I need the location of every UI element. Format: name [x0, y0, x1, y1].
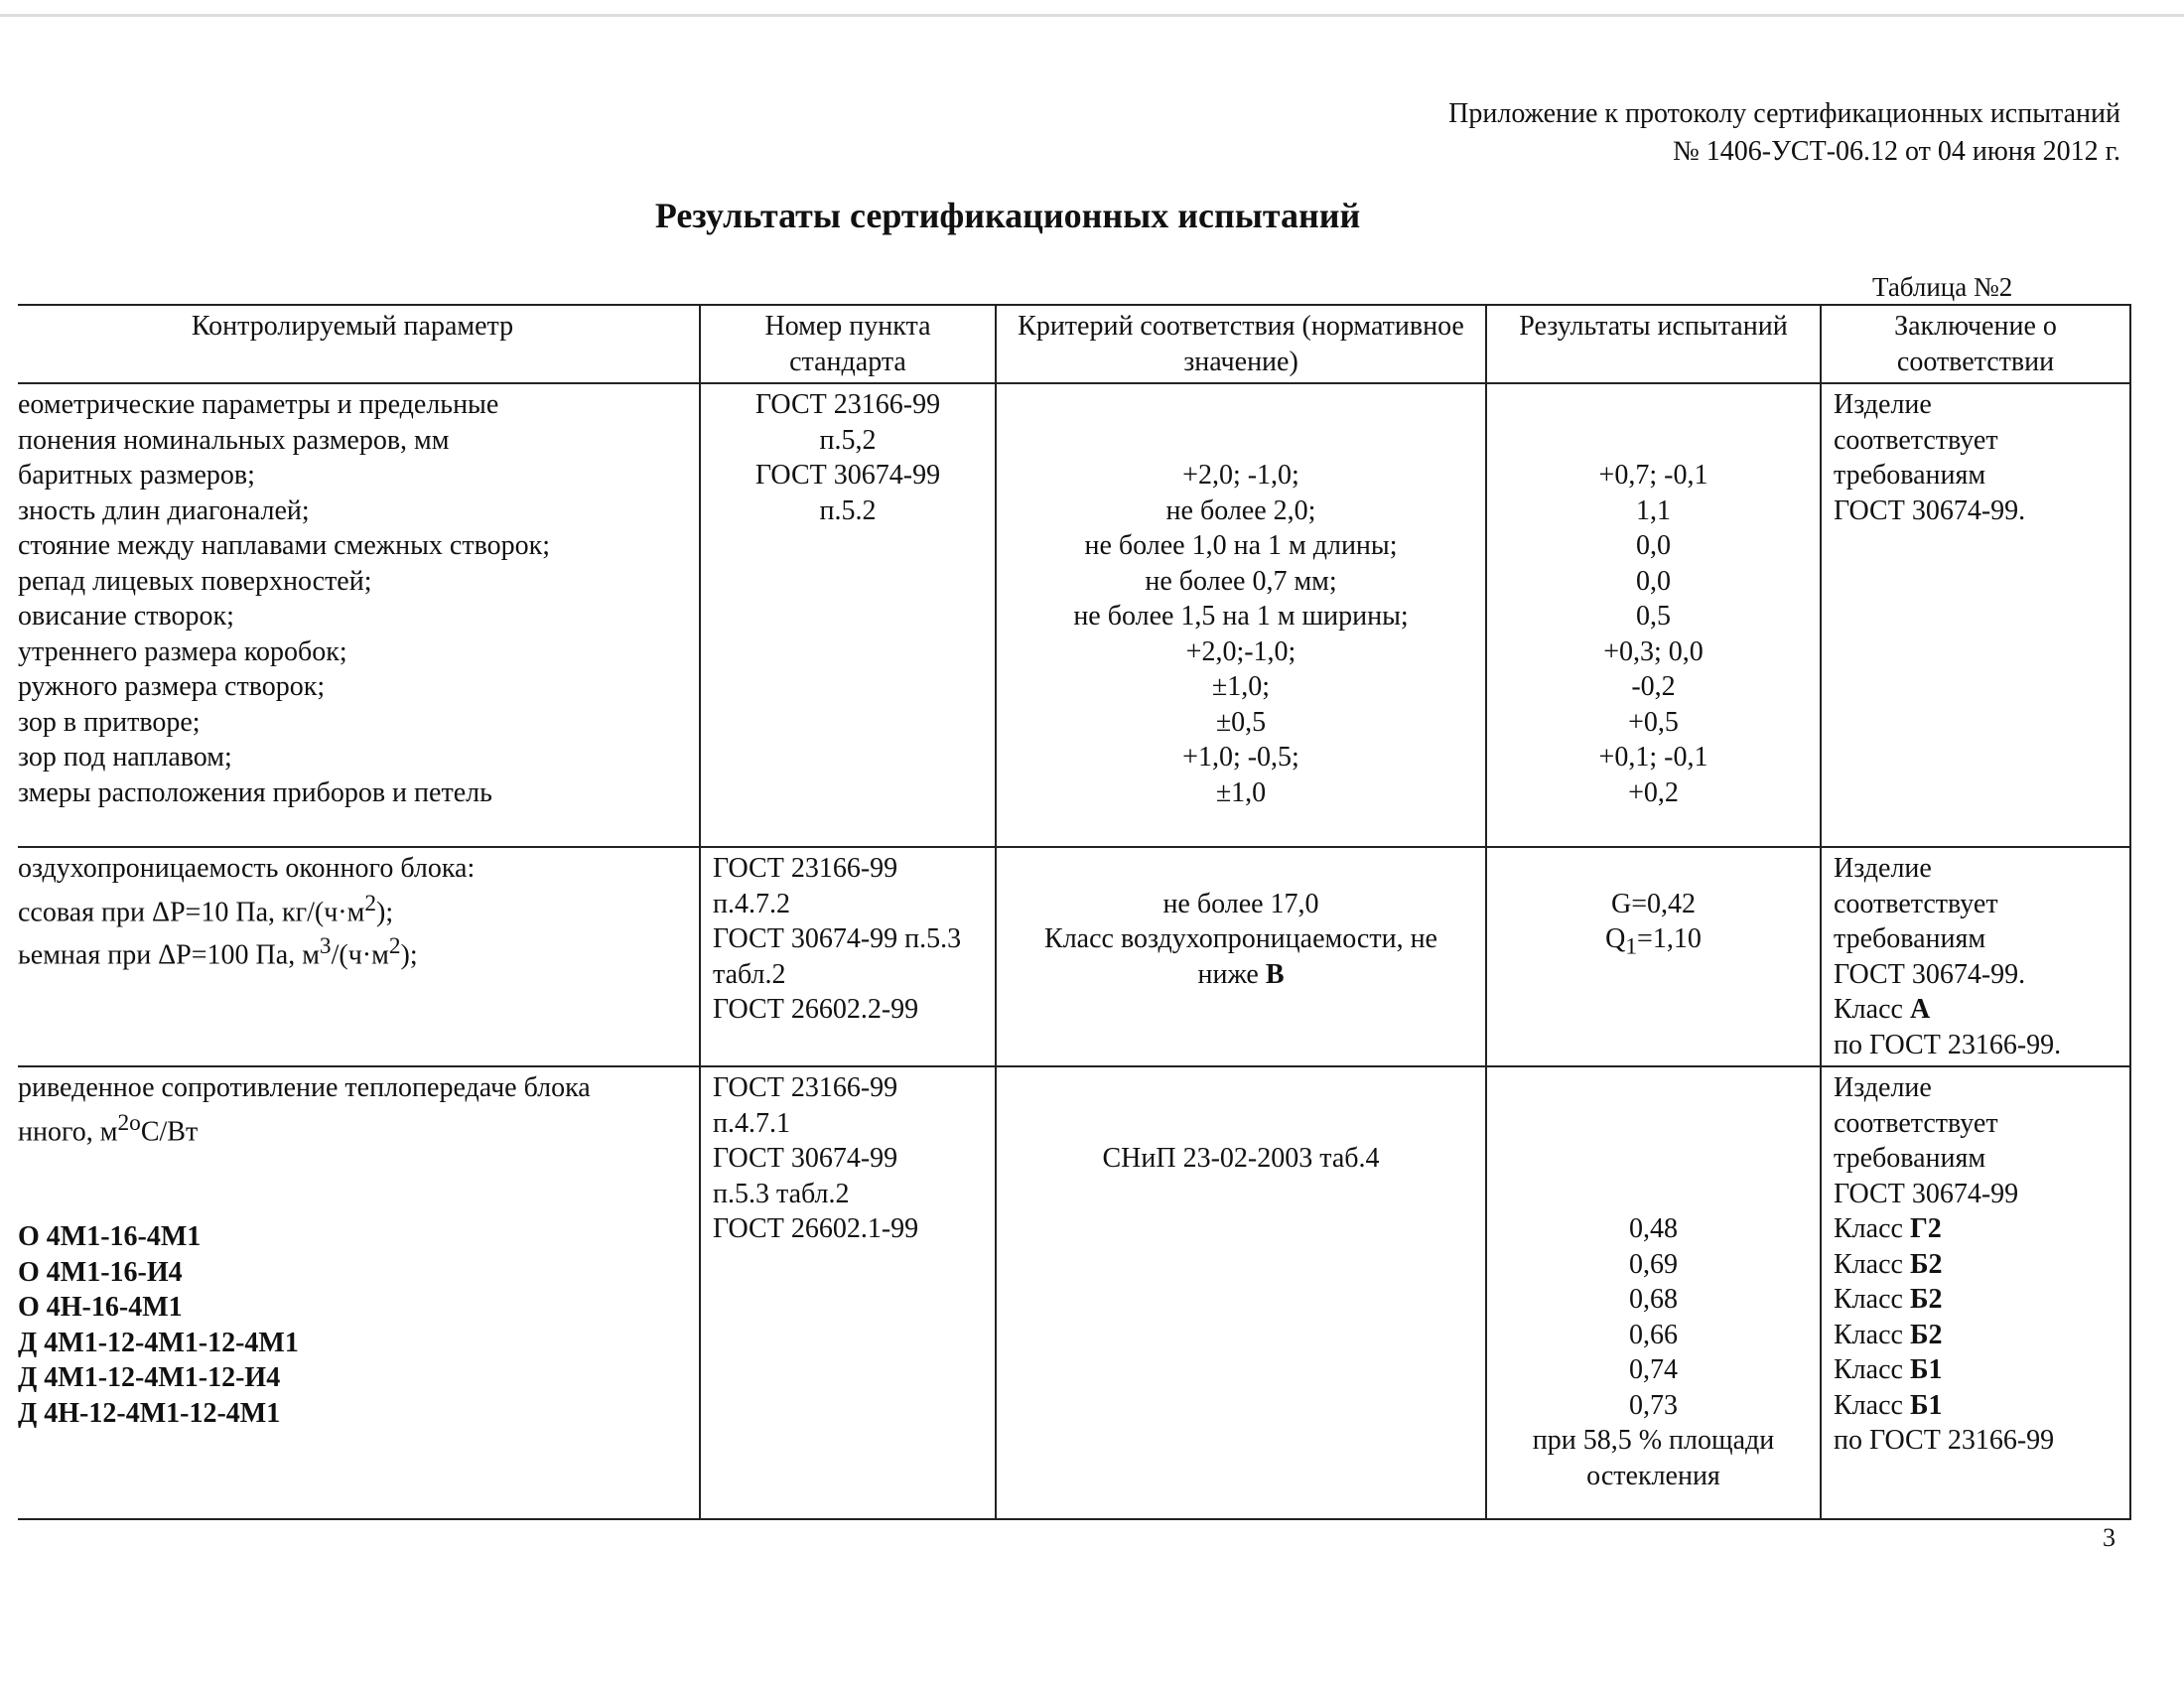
conclusion-line: требованиям: [1834, 460, 1986, 491]
result-line: 0,68: [1629, 1284, 1678, 1315]
standard-line: ГОСТ 26602.2-99: [713, 994, 919, 1025]
param-line: репад лицевых поверхностей;: [18, 565, 372, 597]
thermal-criteria: [996, 1066, 1486, 1519]
glazing-line: О 4М1-16-И4: [18, 1256, 183, 1288]
table-header-row: [18, 305, 2130, 383]
conclusion-line: по ГОСТ 23166-99: [1834, 1425, 2055, 1456]
protocol-line-2: № 1406-УСТ-06.12 от 04 июня 2012 г.: [1673, 136, 2120, 167]
result-line: 0,48: [1629, 1213, 1678, 1244]
conclusion-line: ГОСТ 30674-99.: [1834, 494, 2026, 526]
standard-line: ГОСТ 23166-99: [713, 1072, 898, 1103]
glazing-line: О 4М1-16-4М1: [18, 1221, 202, 1253]
header-criteria: Критерий соответствия (нормативное значение): [996, 305, 1486, 383]
air-criteria: [996, 847, 1486, 1066]
table-row: [18, 847, 2130, 1066]
param-line: понения номинальных размеров, мм: [18, 424, 450, 456]
param-line: зность длин диагоналей;: [18, 494, 310, 526]
criteria-line: не более 2,0;: [1165, 494, 1316, 526]
param-line: еометрические параметры и предельные: [18, 389, 499, 420]
standard-line: ГОСТ 30674-99: [713, 1143, 898, 1174]
standard-line: п.5,2: [819, 424, 877, 456]
result-line: +0,3; 0,0: [1603, 635, 1704, 667]
thermal-standards: [700, 1066, 996, 1519]
criteria-line: не более 1,5 на 1 м ширины;: [1073, 601, 1409, 632]
criteria-line: не более 1,0 на 1 м длины;: [1084, 530, 1398, 561]
result-line: -0,2: [1631, 671, 1676, 702]
conclusion-line: соответствует: [1834, 424, 1998, 456]
param-line-unit: нного, $м^{2о}С/Вт$: [18, 1109, 199, 1147]
conclusion-line: Изделие: [1834, 1072, 1932, 1103]
param-line: зор под наплавом;: [18, 742, 232, 773]
standard-line: ГОСТ 30674-99 п.5.3: [713, 923, 962, 954]
class-line: Класс Б2: [1834, 1319, 1943, 1350]
criteria-line: не более 0,7 мм;: [1145, 565, 1337, 597]
standard-line: табл.2: [713, 958, 786, 990]
standard-line: ГОСТ 26602.1-99: [713, 1213, 919, 1244]
results-table: [18, 304, 2131, 1520]
class-line: Класс Б1: [1834, 1389, 1943, 1421]
criteria-line: ±1,0: [1215, 776, 1267, 808]
param-line: риведенное сопротивление теплопередаче блока: [18, 1072, 591, 1103]
air-results: [1486, 847, 1821, 1066]
table-row: [18, 1066, 2130, 1519]
air-parameters: [18, 847, 700, 1066]
standard-line: п.5.3 табл.2: [713, 1178, 850, 1209]
protocol-line-1: Приложение к протоколу сертификационных испытаний: [1448, 98, 2120, 129]
result-line: +0,1; -0,1: [1598, 742, 1708, 773]
geometry-parameters: [18, 383, 700, 847]
result-note: остекления: [1586, 1460, 1720, 1491]
geometry-conclusion: [1821, 383, 2130, 847]
criteria-line: +2,0; -1,0;: [1182, 460, 1299, 491]
param-line: утреннего размера коробок;: [18, 635, 347, 667]
standard-line: п.4.7.2: [713, 888, 790, 919]
conclusion-line: соответствует: [1834, 1107, 1998, 1139]
page-title: Результаты сертификационных испытаний: [654, 196, 1361, 235]
conclusion-line: ГОСТ 30674-99: [1834, 1178, 2019, 1209]
page-number: 3: [2103, 1523, 2116, 1552]
conclusion-line: ГОСТ 30674-99.: [1834, 958, 2026, 990]
standard-line: ГОСТ 23166-99: [713, 853, 898, 884]
conclusion-class-line: Класс А: [1834, 994, 1931, 1025]
standard-line: ГОСТ 23166-99: [754, 389, 941, 420]
result-line: +0,2: [1628, 776, 1679, 808]
thermal-conclusion: [1821, 1066, 2130, 1519]
table-label: Таблица №2: [1872, 272, 2013, 302]
air-standards: [700, 847, 996, 1066]
param-line: овисание створок;: [18, 601, 234, 632]
criteria-line: не более 17,0: [1162, 888, 1319, 919]
glazing-line: Д 4М1-12-4М1-12-4М1: [18, 1327, 299, 1358]
criteria-class-line: ниже В: [1197, 958, 1285, 990]
result-q: $Q_1=1,10$: [1605, 923, 1702, 960]
geometry-standards: [700, 383, 996, 847]
result-line: 1,1: [1636, 494, 1671, 526]
conclusion-line: Изделие: [1834, 389, 1932, 420]
conclusion-line: требованиям: [1834, 1143, 1986, 1174]
result-line: 0,66: [1629, 1319, 1678, 1350]
standard-line: ГОСТ 30674-99: [754, 460, 941, 491]
header-results: Результаты испытаний: [1486, 305, 1821, 383]
header-standard: Номер пункта стандарта: [700, 305, 996, 383]
param-line: оздухопроницаемость оконного блока:: [18, 853, 476, 884]
result-line: 0,74: [1629, 1354, 1678, 1385]
param-line: баритных размеров;: [18, 460, 255, 491]
glazing-line: Д 4Н-12-4М1-12-4М1: [18, 1397, 281, 1429]
param-line: зор в притворе;: [18, 706, 201, 738]
result-line: 0,5: [1636, 601, 1671, 632]
criteria-line: +2,0;-1,0;: [1185, 635, 1297, 667]
result-line: 0,73: [1629, 1389, 1678, 1421]
param-line-volume: ьемная при ΔР=100 Па, $м^3/(ч\cdot м^2)$;: [18, 933, 418, 971]
criteria-line: +1,0; -0,5;: [1182, 742, 1299, 773]
criteria-line: ±1,0;: [1211, 671, 1271, 702]
air-conclusion: [1821, 847, 2130, 1066]
thermal-results: [1486, 1066, 1821, 1519]
param-line-mass: ссовая при ΔР=10 Па, $кг/(ч\cdot м^2)$;: [18, 890, 394, 927]
result-line: +0,7; -0,1: [1598, 460, 1708, 491]
result-line: 0,0: [1636, 530, 1671, 561]
result-line: +0,5: [1628, 706, 1679, 738]
standard-line: п.5.2: [819, 494, 877, 526]
result-note: при 58,5 % площади: [1532, 1425, 1775, 1456]
scan-edge: [0, 14, 2184, 17]
criteria-line: СНиП 23-02-2003 таб.4: [1102, 1143, 1380, 1174]
conclusion-line: требованиям: [1834, 923, 1986, 954]
geometry-results: [1486, 383, 1821, 847]
header-parameter: Контролируемый параметр: [18, 305, 700, 383]
param-line: ружного размера створок;: [18, 671, 326, 702]
param-line: стояние между наплавами смежных створок;: [18, 530, 550, 561]
class-line: Класс Б1: [1834, 1354, 1943, 1385]
result-line: 0,0: [1636, 565, 1671, 597]
thermal-parameters: [18, 1066, 700, 1519]
criteria-line: ±0,5: [1215, 706, 1267, 738]
class-line: Класс Г2: [1834, 1213, 1942, 1244]
criteria-line: Класс воздухопроницаемости, не: [1044, 923, 1437, 954]
result-line: 0,69: [1629, 1248, 1678, 1280]
conclusion-line: по ГОСТ 23166-99.: [1834, 1029, 2062, 1060]
result-g: G=0,42: [1610, 888, 1696, 919]
protocol-reference: [1448, 95, 2120, 171]
class-line: Класс Б2: [1834, 1248, 1943, 1280]
geometry-criteria: [996, 383, 1486, 847]
standard-line: п.4.7.1: [713, 1107, 790, 1139]
class-line: Класс Б2: [1834, 1284, 1943, 1315]
header-conclusion: Заключение о соответствии: [1821, 305, 2130, 383]
conclusion-line: соответствует: [1834, 888, 1998, 919]
glazing-line: О 4Н-16-4М1: [18, 1292, 183, 1324]
param-line: змеры расположения приборов и петель: [18, 776, 492, 808]
conclusion-line: Изделие: [1834, 853, 1932, 884]
glazing-line: Д 4М1-12-4М1-12-И4: [18, 1362, 281, 1394]
table-row: [18, 383, 2130, 847]
